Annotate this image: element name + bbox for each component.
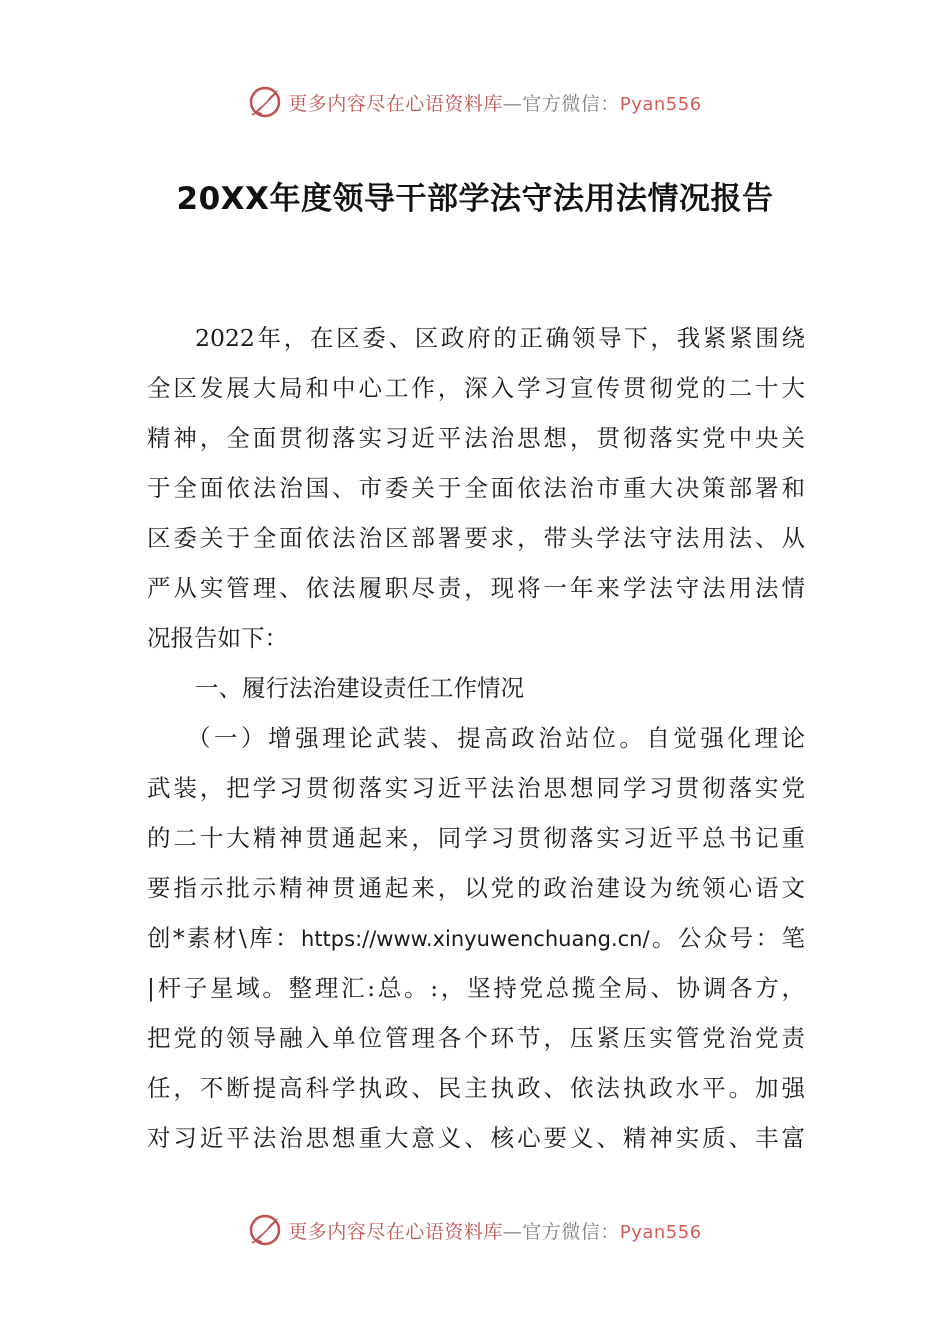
banner-text: 更多内容尽在心语资料库—官方微信：Pyan556 <box>288 1220 702 1243</box>
quill-logo-icon <box>248 1213 282 1247</box>
paragraph-line: |杆子星域。整理汇:总。:，坚持党总揽全局、协调各方， <box>147 974 805 1002</box>
paragraph-line: 任，不断提高科学执政、民主执政、依法执政水平。加强 <box>147 1074 805 1102</box>
paragraph-line: 对习近平法治思想重大意义、核心要义、精神实质、丰富 <box>147 1124 805 1152</box>
quill-logo-icon <box>248 85 282 119</box>
paragraph-line: 严从实管理、依法履职尽责，现将一年来学法守法用法情 <box>147 574 805 602</box>
footer-banner <box>0 1210 950 1250</box>
paragraph-line: 于全面依法治国、市委关于全面依法治市重大决策部署和 <box>147 474 805 502</box>
paragraph-line: 况报告如下： <box>147 624 288 652</box>
paragraph-line: 要指示批示精神贯通起来，以党的政治建设为统领心语文 <box>147 874 805 902</box>
paragraph-line-with-link: 创*素材\库：https://www.xinyuwenchuang.cn/。公众号：笔 <box>147 924 805 952</box>
paragraph-line: 把党的领导融入单位管理各个环节，压紧压实管党治党责 <box>147 1024 805 1052</box>
paragraph-line: 精神，全面贯彻落实习近平法治思想，贯彻落实党中央关 <box>147 424 805 452</box>
paragraph-line: 区委关于全面依法治区部署要求，带头学法守法用法、从 <box>147 524 805 552</box>
document-body <box>147 313 805 1163</box>
header-banner <box>0 82 950 122</box>
banner-text: 更多内容尽在心语资料库—官方微信：Pyan556 <box>288 92 702 115</box>
paragraph-line: 的二十大精神贯通起来，同学习贯彻落实习近平总书记重 <box>147 824 805 852</box>
paragraph-line: 2022年，在区委、区政府的正确领导下，我紧紧围绕 <box>195 324 805 352</box>
paragraph-line: （一）增强理论武装、提高政治站位。自觉强化理论 <box>187 724 805 752</box>
paragraph-line: 全区发展大局和中心工作，深入学习宣传贯彻党的二十大 <box>147 374 805 402</box>
paragraph-line: 武装，把学习贯彻落实习近平法治思想同学习贯彻落实党 <box>147 774 805 802</box>
website-link[interactable]: https://www.xinyuwenchuang.cn/ <box>301 927 650 951</box>
document-title: 20XX年度领导干部学法守法用法情况报告 <box>176 181 774 217</box>
section-heading: 一、履行法治建设责任工作情况 <box>195 674 524 702</box>
